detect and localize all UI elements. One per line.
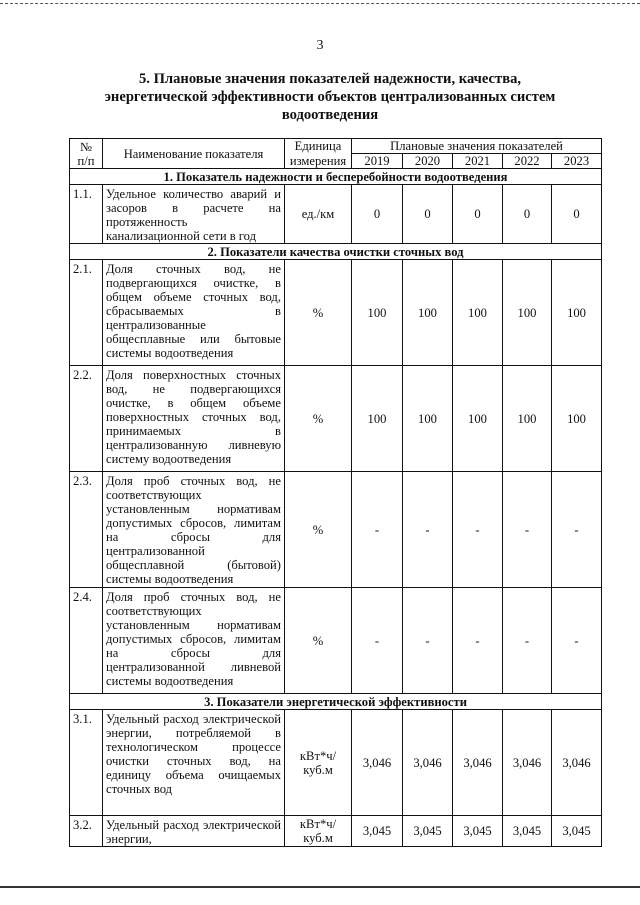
table-header-row xyxy=(70,139,602,154)
row-value: 0 xyxy=(453,185,503,244)
row-value: 100 xyxy=(503,260,552,366)
row-value: 0 xyxy=(552,185,602,244)
section-row xyxy=(70,169,602,185)
row-number: 3.1. xyxy=(70,710,103,816)
table-row xyxy=(70,366,602,472)
row-unit-line1: кВт*ч/ xyxy=(299,817,337,831)
row-value: 3,045 xyxy=(503,816,552,847)
table-row xyxy=(70,710,602,816)
row-value: 3,046 xyxy=(552,710,602,816)
row-value: 100 xyxy=(453,260,503,366)
row-unit xyxy=(285,710,352,816)
row-unit xyxy=(285,816,352,847)
row-name: Доля проб сточных вод, не соответствующих установленным нормативам допустимых сбросов, лимитам на сбросы для централизованной ливневой системы водоотведения xyxy=(103,588,285,694)
row-value: 3,045 xyxy=(552,816,602,847)
header-num-line2: п/п xyxy=(77,153,95,168)
header-num-line1: № xyxy=(79,139,93,154)
row-value: 0 xyxy=(403,185,453,244)
row-value: - xyxy=(552,588,602,694)
row-value: - xyxy=(403,472,453,588)
row-unit: ед./км xyxy=(285,185,352,244)
row-value: 3,045 xyxy=(352,816,403,847)
row-value: - xyxy=(503,472,552,588)
section-heading xyxy=(60,70,600,124)
row-value: - xyxy=(552,472,602,588)
row-unit-line2: куб.м xyxy=(303,831,333,845)
row-unit: % xyxy=(285,588,352,694)
row-name: Доля проб сточных вод, не соответствующих установленным нормативам допустимых сбросов, лимитам на сбросы для централизованной общесплавной (бытовой) системы водоотведения xyxy=(103,472,285,588)
row-value: 100 xyxy=(403,366,453,472)
indicators-table xyxy=(69,138,602,847)
row-unit-line1: кВт*ч/ xyxy=(299,748,337,763)
row-number: 2.2. xyxy=(70,366,103,472)
row-value: 0 xyxy=(352,185,403,244)
header-year: 2022 xyxy=(503,154,552,169)
header-year: 2020 xyxy=(403,154,453,169)
row-number: 1.1. xyxy=(70,185,103,244)
row-number: 2.4. xyxy=(70,588,103,694)
header-year: 2019 xyxy=(352,154,403,169)
header-planned: Плановые значения показателей xyxy=(352,139,602,154)
table-row xyxy=(70,816,602,847)
row-name: Доля сточных вод, не подвергающихся очистке, в общем объеме сточных вод, сбрасываемых в централизованные общесплавные или бытовые системы водоотведения xyxy=(103,260,285,366)
row-name: Удельный расход электрической энергии, xyxy=(103,816,285,847)
row-number: 2.3. xyxy=(70,472,103,588)
row-value: 100 xyxy=(403,260,453,366)
row-value: 0 xyxy=(503,185,552,244)
row-number: 3.2. xyxy=(70,816,103,847)
section-row xyxy=(70,244,602,260)
header-year: 2023 xyxy=(552,154,602,169)
row-unit-line2: куб.м xyxy=(303,762,333,777)
section-title: 3. Показатели энергетической эффективности xyxy=(70,694,602,710)
heading-line-1: 5. Плановые значения показателей надежности, качества, xyxy=(138,71,522,87)
section-row xyxy=(70,694,602,710)
section-title: 2. Показатели качества очистки сточных вод xyxy=(70,244,602,260)
header-unit-line1: Единица xyxy=(285,139,352,154)
row-value: 3,045 xyxy=(403,816,453,847)
row-value: - xyxy=(352,472,403,588)
section-title: 1. Показатель надежности и бесперебойности водоотведения xyxy=(70,169,602,185)
row-name: Доля поверхностных сточных вод, не подвергающихся очистке, в общем объеме поверхностных сточных вод, принимаемых в централизованную ливневую систему водоотведения xyxy=(103,366,285,472)
row-value: 100 xyxy=(552,260,602,366)
row-value: 100 xyxy=(453,366,503,472)
row-unit: % xyxy=(285,260,352,366)
row-value: - xyxy=(453,588,503,694)
row-name: Удельный расход электрической энергии, потребляемой в технологическом процессе очистки сточных вод, на единицу объема очищаемых сточных вод xyxy=(103,710,285,816)
row-value: 3,046 xyxy=(352,710,403,816)
row-name: Удельное количество аварий и засоров в расчете на протяженность канализационной сети в год xyxy=(103,185,285,244)
table-row xyxy=(70,185,602,244)
header-year: 2021 xyxy=(453,154,503,169)
table-row xyxy=(70,588,602,694)
scan-edge-bottom xyxy=(0,886,640,888)
row-value: 3,046 xyxy=(503,710,552,816)
table-row xyxy=(70,260,602,366)
heading-line-3: водоотведения xyxy=(281,107,379,123)
scan-edge-top xyxy=(0,3,640,4)
row-value: 3,046 xyxy=(403,710,453,816)
row-value: 100 xyxy=(503,366,552,472)
header-unit-line2: измерения xyxy=(285,154,352,169)
header-name: Наименование показателя xyxy=(103,139,285,169)
row-value: 100 xyxy=(352,260,403,366)
row-value: - xyxy=(352,588,403,694)
table-row xyxy=(70,472,602,588)
row-value: 100 xyxy=(552,366,602,472)
row-unit: % xyxy=(285,366,352,472)
row-value: 3,045 xyxy=(453,816,503,847)
row-value: - xyxy=(453,472,503,588)
row-unit: % xyxy=(285,472,352,588)
row-value: 3,046 xyxy=(453,710,503,816)
heading-line-2: энергетической эффективности объектов централизованных систем xyxy=(104,89,556,105)
row-number: 2.1. xyxy=(70,260,103,366)
header-num xyxy=(70,139,103,169)
row-value: - xyxy=(503,588,552,694)
page-number: 3 xyxy=(316,38,324,53)
row-value: - xyxy=(403,588,453,694)
row-value: 100 xyxy=(352,366,403,472)
